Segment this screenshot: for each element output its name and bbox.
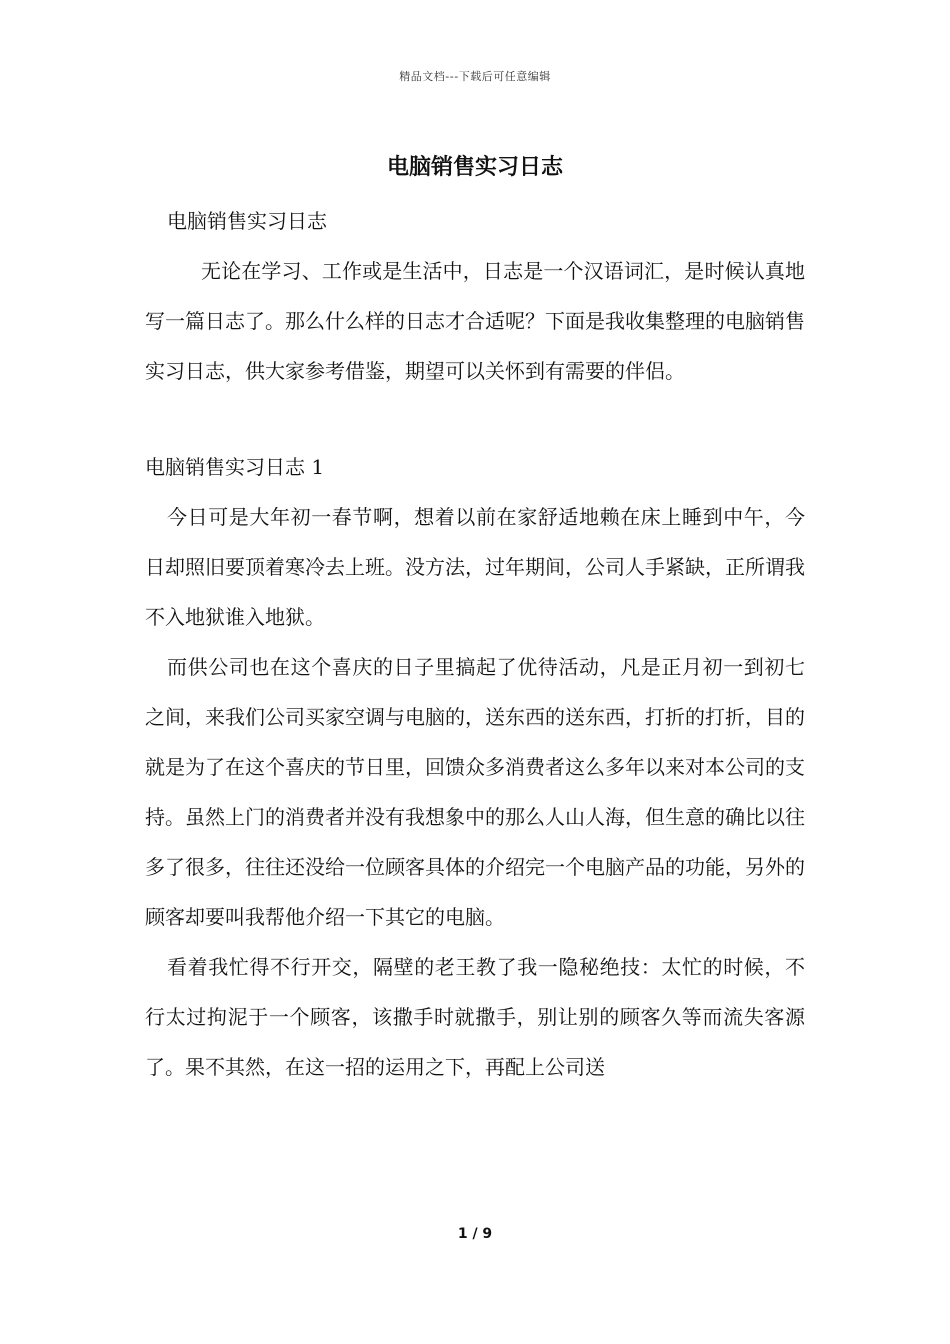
paragraph-spacer <box>145 396 805 442</box>
page-header: 精品文档---下载后可任意编辑 <box>399 70 551 83</box>
document-subtitle: 电脑销售实习日志 <box>167 209 327 233</box>
page-number: 1 / 9 <box>457 1226 493 1242</box>
body-paragraph-3: 看着我忙得不行开交，隔壁的老王教了我一隐秘绝技：太忙的时候，不行太过拘泥于一个顾客，该撒手时就撒手，别让别的顾客久等而流失客源了。果不其然，在这一招的运用之下，再配上公司送 <box>145 955 805 1079</box>
document-title: 电脑销售实习日志 <box>386 155 563 180</box>
body-paragraph-1: 今日可是大年初一春节啊，想着以前在家舒适地赖在床上睡到中午，今日却照旧要顶着寒冷去上班。没方法，过年期间，公司人手紧缺，正所谓我不入地狱谁入地狱。 <box>145 505 805 629</box>
section-heading: 电脑销售实习日志 1 <box>145 455 325 479</box>
intro-paragraph: 无论在学习、工作或是生活中，日志是一个汉语词汇，是时候认真地写一篇日志了。那么什么样的日志才合适呢？下面是我收集整理的电脑销售实习日志，供大家参考借鉴，期望可以关怀到有需要的伴侣。 <box>145 259 805 383</box>
document-body <box>145 196 805 1092</box>
body-paragraph-2: 而供公司也在这个喜庆的日子里搞起了优待活动，凡是正月初一到初七之间，来我们公司买家空调与电脑的，送东西的送东西，打折的打折，目的就是为了在这个喜庆的节日里，回馈众多消费者这么多年以来对本公司的支持。虽然上门的消费者并没有我想象中的那么人山人海，但生意的确比以往多了很多，往往还没给一位顾客具体的介绍完一个电脑产品的功能，另外的顾客却要叫我帮他介绍一下其它的电脑。 <box>145 655 805 929</box>
